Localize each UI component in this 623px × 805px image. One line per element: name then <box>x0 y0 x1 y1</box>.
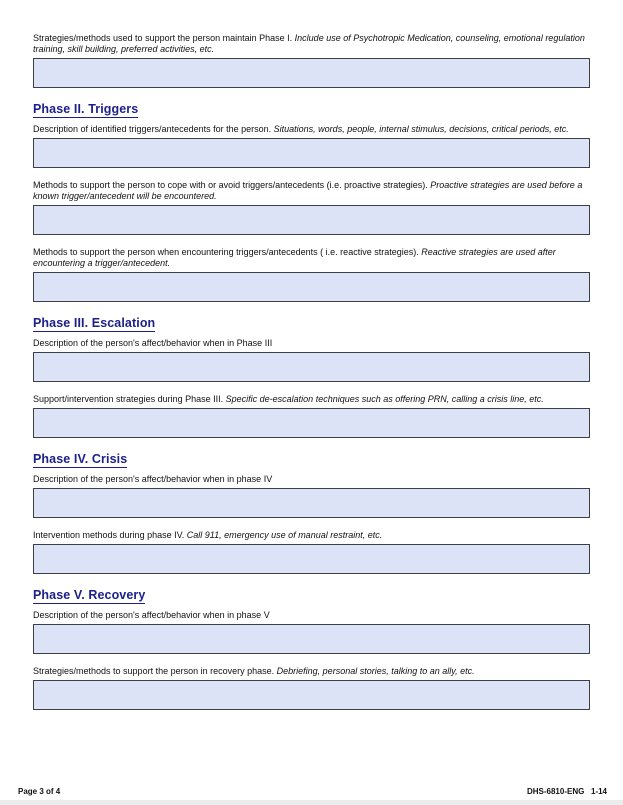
field-label-text: Methods to support the person to cope with or avoid triggers/antecedents (i.e. proactive strategies). <box>33 180 428 190</box>
field-label-text: Methods to support the person when encountering triggers/antecedents ( i.e. reactive strategies). <box>33 247 419 257</box>
phase2-reactive-strategies-input[interactable] <box>33 272 590 302</box>
field-label <box>33 394 590 405</box>
field-label-text: Description of identified triggers/antecedents for the person. <box>33 124 272 134</box>
phase5-behavior-description-input[interactable] <box>33 624 590 654</box>
field-label-hint: Reactive strategies are used after encountering a trigger/antecedent. <box>33 247 556 268</box>
section-phase-5 <box>33 586 590 710</box>
field-group <box>33 180 590 235</box>
field-label <box>33 180 590 202</box>
page-footer <box>18 787 607 796</box>
field-label <box>33 33 590 55</box>
field-label-hint: Specific de-escalation techniques such as offering PRN, calling a crisis line, etc. <box>225 394 544 404</box>
field-label-text: Support/intervention strategies during Phase III. <box>33 394 224 404</box>
section-phase-2 <box>33 100 590 302</box>
field-label-hint: Include use of Psychotropic Medication, counseling, emotional regulation training, skill building, preferred activities, etc. <box>33 33 585 54</box>
phase4-behavior-description-input[interactable] <box>33 488 590 518</box>
page-number: Page 3 of 4 <box>18 787 61 796</box>
field-group <box>33 247 590 302</box>
phase2-proactive-strategies-input[interactable] <box>33 205 590 235</box>
field-label <box>33 610 590 621</box>
field-group <box>33 394 590 438</box>
field-label <box>33 338 590 349</box>
section-phase-3 <box>33 314 590 438</box>
section-heading-phase-5: Phase V. Recovery <box>33 588 146 602</box>
section-phase-1 <box>33 33 590 88</box>
section-phase-4 <box>33 450 590 574</box>
field-label-hint: Situations, words, people, internal stimulus, decisions, critical periods, etc. <box>273 124 569 134</box>
section-heading-phase-2: Phase II. Triggers <box>33 102 139 116</box>
field-label-hint: Call 911, emergency use of manual restraint, etc. <box>186 530 383 540</box>
field-label <box>33 666 590 677</box>
form-content <box>33 33 590 722</box>
field-label <box>33 124 590 135</box>
section-heading-phase-3: Phase III. Escalation <box>33 316 156 330</box>
field-label-hint: Proactive strategies are used before a known trigger/antecedent will be encountered. <box>33 180 583 201</box>
field-label-text: Description of the person's affect/behavior when in phase IV <box>33 474 273 484</box>
phase4-intervention-methods-input[interactable] <box>33 544 590 574</box>
phase2-triggers-description-input[interactable] <box>33 138 590 168</box>
field-label-text: Strategies/methods used to support the person maintain Phase I. <box>33 33 293 43</box>
field-label <box>33 247 590 269</box>
phase3-intervention-strategies-input[interactable] <box>33 408 590 438</box>
phase3-behavior-description-input[interactable] <box>33 352 590 382</box>
phase5-recovery-strategies-input[interactable] <box>33 680 590 710</box>
field-label <box>33 530 590 541</box>
phase1-maintain-strategies-input[interactable] <box>33 58 590 88</box>
field-group <box>33 666 590 710</box>
field-group <box>33 610 590 654</box>
field-label-text: Strategies/methods to support the person in recovery phase. <box>33 666 275 676</box>
page-bottom-edge <box>0 800 623 805</box>
field-label <box>33 474 590 485</box>
form-number: DHS-6810-ENG 1-14 <box>526 787 607 796</box>
field-label-text: Intervention methods during phase IV. <box>33 530 185 540</box>
field-group <box>33 474 590 518</box>
field-group <box>33 124 590 168</box>
field-group <box>33 530 590 574</box>
field-group <box>33 338 590 382</box>
field-label-text: Description of the person's affect/behavior when in phase V <box>33 610 270 620</box>
field-label-text: Description of the person's affect/behavior when in Phase III <box>33 338 273 348</box>
section-heading-phase-4: Phase IV. Crisis <box>33 452 128 466</box>
field-label-hint: Debriefing, personal stories, talking to an ally, etc. <box>276 666 475 676</box>
field-group <box>33 33 590 88</box>
